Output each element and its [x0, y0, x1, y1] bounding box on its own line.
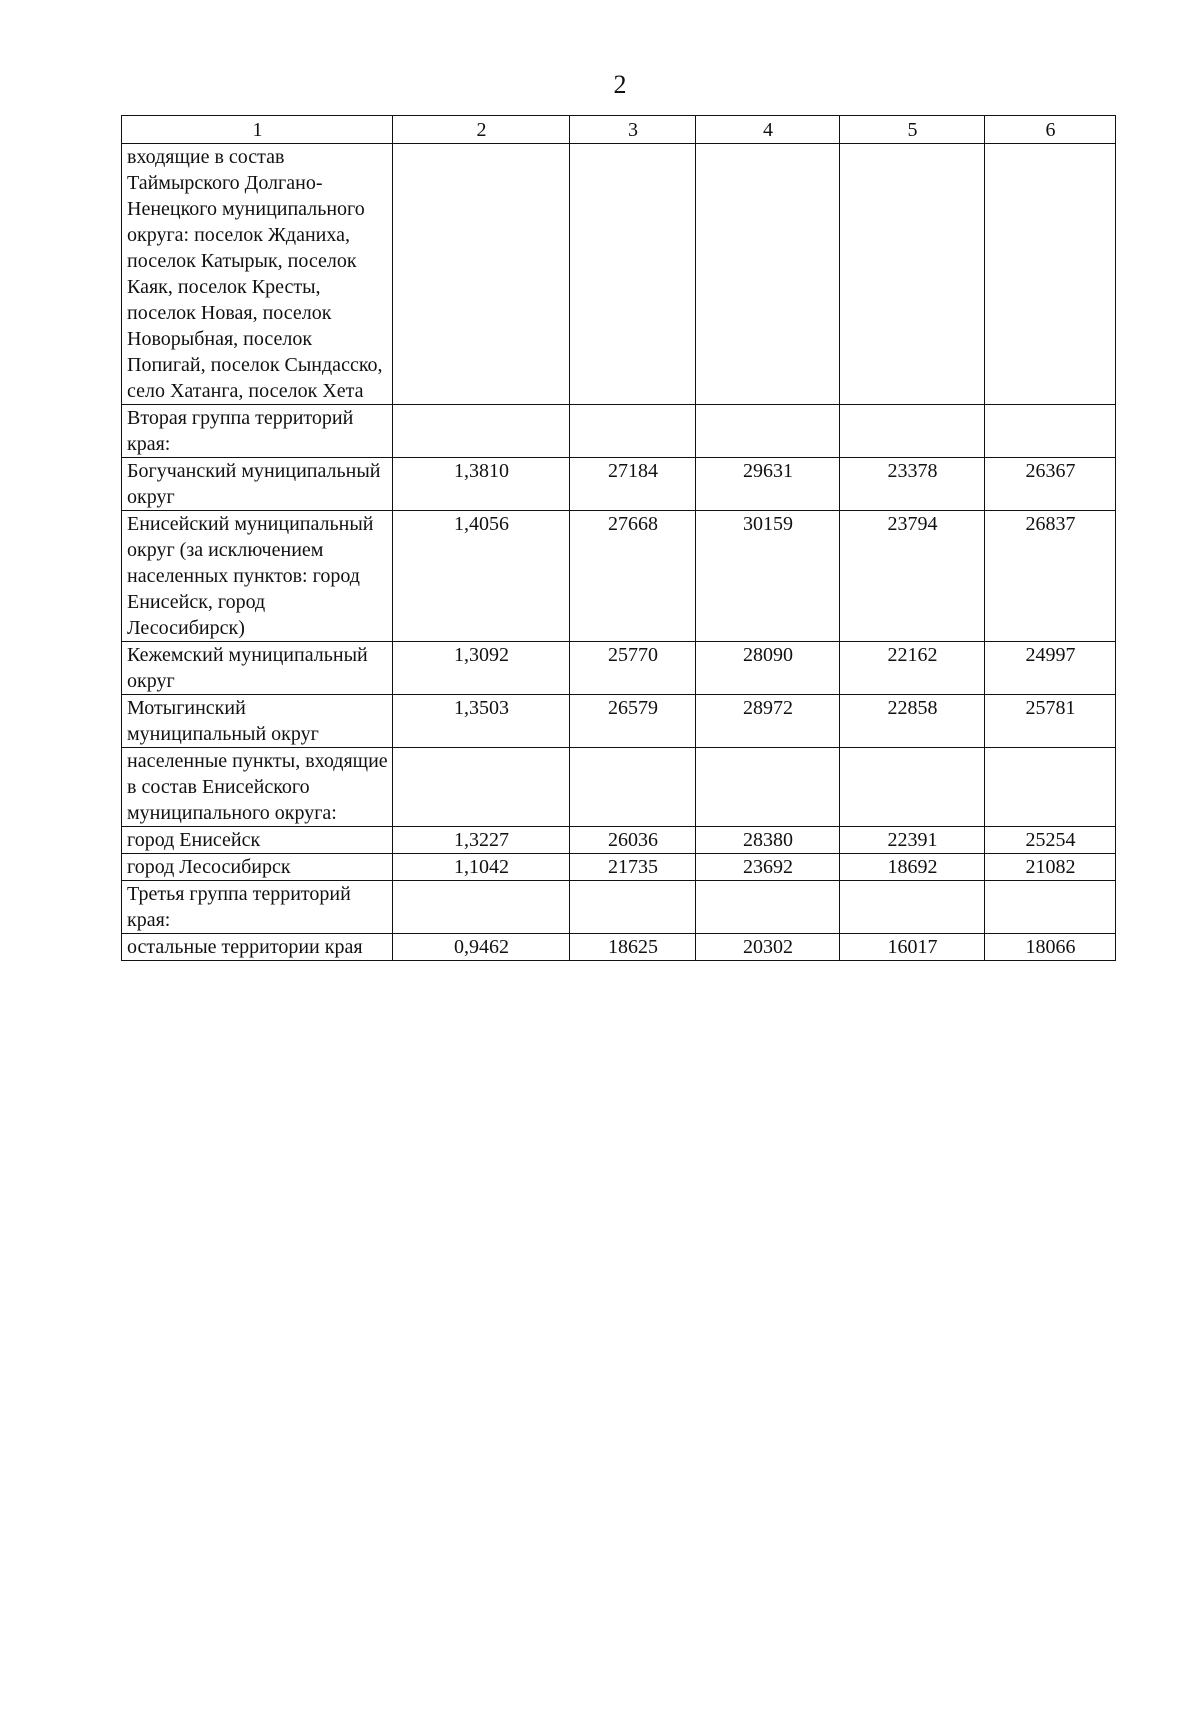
territory-name: Кежемский муниципальный округ — [122, 642, 393, 695]
territory-name: населенные пункты, входящие в состав Енисейского муниципального округа: — [122, 748, 393, 827]
table-cell: 18625 — [570, 934, 696, 961]
territory-name: остальные территории края — [122, 934, 393, 961]
table-cell: 26579 — [570, 695, 696, 748]
table-cell: 25254 — [985, 827, 1116, 854]
table-row — [122, 405, 1116, 458]
column-header: 2 — [393, 116, 570, 144]
table-row — [122, 881, 1116, 934]
column-header: 5 — [840, 116, 985, 144]
territory-name: Енисейский муниципальный округ (за исключением населенных пунктов: город Енисейск, город Лесосибирск) — [122, 511, 393, 642]
table-cell — [393, 748, 570, 827]
table-cell: 1,3092 — [393, 642, 570, 695]
table-cell: 29631 — [696, 458, 840, 511]
table-cell — [570, 881, 696, 934]
column-header: 1 — [122, 116, 393, 144]
table-cell: 18692 — [840, 854, 985, 881]
territory-name: Третья группа территорий края: — [122, 881, 393, 934]
table-cell — [393, 881, 570, 934]
table-cell — [840, 748, 985, 827]
table-cell — [840, 405, 985, 458]
table-cell: 26837 — [985, 511, 1116, 642]
territory-name: входящие в состав Таймырского Долгано-Ненецкого муниципального округа: поселок Жданиха, поселок Катырык, поселок Каяк, поселок Кресты, поселок Новая, поселок Новорыбная, поселок Попигай, поселок Сындасско, село Хатанга, поселок Хета — [122, 144, 393, 405]
table-cell — [570, 144, 696, 405]
table-cell — [393, 405, 570, 458]
table-cell: 23692 — [696, 854, 840, 881]
table-cell: 25770 — [570, 642, 696, 695]
table-cell — [570, 405, 696, 458]
table-cell — [570, 748, 696, 827]
table-cell: 30159 — [696, 511, 840, 642]
table-cell: 23378 — [840, 458, 985, 511]
table-cell: 26036 — [570, 827, 696, 854]
table-cell — [840, 144, 985, 405]
table-cell — [985, 405, 1116, 458]
table-cell — [840, 881, 985, 934]
table-row — [122, 144, 1116, 405]
table-cell — [696, 405, 840, 458]
column-header: 6 — [985, 116, 1116, 144]
table-row — [122, 854, 1116, 881]
territory-name: город Лесосибирск — [122, 854, 393, 881]
table-cell — [985, 748, 1116, 827]
table-cell: 23794 — [840, 511, 985, 642]
table-row — [122, 695, 1116, 748]
table-cell — [985, 881, 1116, 934]
coefficients-table — [121, 115, 1116, 961]
table-cell: 22391 — [840, 827, 985, 854]
table-row — [122, 642, 1116, 695]
table-cell: 1,3503 — [393, 695, 570, 748]
table-cell — [393, 144, 570, 405]
table-row — [122, 748, 1116, 827]
table-cell: 1,3810 — [393, 458, 570, 511]
territory-name: город Енисейск — [122, 827, 393, 854]
column-header: 3 — [570, 116, 696, 144]
territory-name: Богучанский муниципальный округ — [122, 458, 393, 511]
table-cell — [696, 748, 840, 827]
table-cell: 20302 — [696, 934, 840, 961]
column-header: 4 — [696, 116, 840, 144]
table-row — [122, 511, 1116, 642]
table-cell: 1,3227 — [393, 827, 570, 854]
table-cell: 26367 — [985, 458, 1116, 511]
territory-name: Мотыгинский муниципальный округ — [122, 695, 393, 748]
table-row — [122, 827, 1116, 854]
table-cell: 22162 — [840, 642, 985, 695]
table-cell: 16017 — [840, 934, 985, 961]
page-number: 2 — [613, 70, 627, 99]
table-cell — [985, 144, 1116, 405]
table-cell: 28380 — [696, 827, 840, 854]
table-cell: 27668 — [570, 511, 696, 642]
table-cell: 22858 — [840, 695, 985, 748]
header-row — [122, 116, 1116, 144]
table-cell: 21735 — [570, 854, 696, 881]
table-cell: 24997 — [985, 642, 1116, 695]
table-cell: 1,4056 — [393, 511, 570, 642]
table-cell: 0,9462 — [393, 934, 570, 961]
table-row — [122, 934, 1116, 961]
territory-name: Вторая группа территорий края: — [122, 405, 393, 458]
table-cell: 21082 — [985, 854, 1116, 881]
table-cell — [696, 144, 840, 405]
table-cell: 27184 — [570, 458, 696, 511]
table-cell: 18066 — [985, 934, 1116, 961]
table-cell — [696, 881, 840, 934]
table-cell: 25781 — [985, 695, 1116, 748]
table-cell: 1,1042 — [393, 854, 570, 881]
table-cell: 28090 — [696, 642, 840, 695]
table-row — [122, 458, 1116, 511]
table-cell: 28972 — [696, 695, 840, 748]
